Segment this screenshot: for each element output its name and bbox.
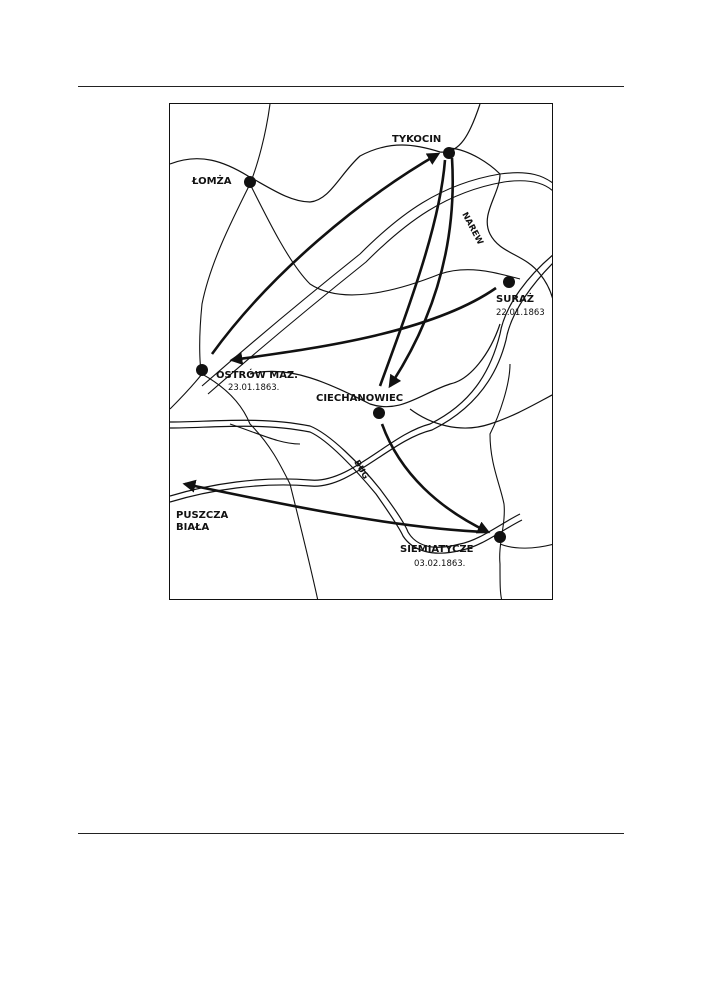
town-marker-siemiatycze bbox=[494, 531, 506, 543]
label-narew-river: NAREW bbox=[459, 210, 485, 247]
label-puszcza: PUSZCZA bbox=[176, 510, 229, 521]
date-suraz: 22.01.1863 bbox=[496, 308, 545, 318]
label-siemiatycze: SIEMIATYCZE bbox=[400, 544, 474, 555]
label-tykocin: TYKOCIN bbox=[392, 134, 442, 145]
label-biala: BIAŁA bbox=[176, 522, 210, 533]
label-ostrow: OSTRÓW MAZ. bbox=[216, 370, 298, 381]
movement-arrows bbox=[185, 154, 496, 532]
label-suraz: SURAŻ bbox=[496, 294, 535, 305]
date-ostrow: 23.01.1863. bbox=[228, 383, 280, 393]
label-lomza: ŁOMŻA bbox=[192, 176, 232, 187]
town-marker-suraz bbox=[503, 276, 515, 288]
railway bbox=[202, 173, 553, 394]
date-siemiatycze: 03.02.1863. bbox=[414, 559, 466, 569]
map-canvas bbox=[170, 104, 553, 600]
bottom-rule bbox=[78, 833, 624, 834]
town-marker-ostrow bbox=[196, 364, 208, 376]
top-rule bbox=[78, 86, 624, 87]
label-ciechanowiec: CIECHANOWIEC bbox=[316, 393, 404, 404]
bug-river bbox=[170, 420, 522, 553]
town-markers bbox=[196, 147, 515, 543]
town-marker-tykocin bbox=[443, 147, 455, 159]
town-marker-lomza bbox=[244, 176, 256, 188]
town-marker-ciechanowiec bbox=[373, 407, 385, 419]
historical-map bbox=[169, 103, 553, 600]
label-bug-river: BUG bbox=[351, 458, 371, 482]
